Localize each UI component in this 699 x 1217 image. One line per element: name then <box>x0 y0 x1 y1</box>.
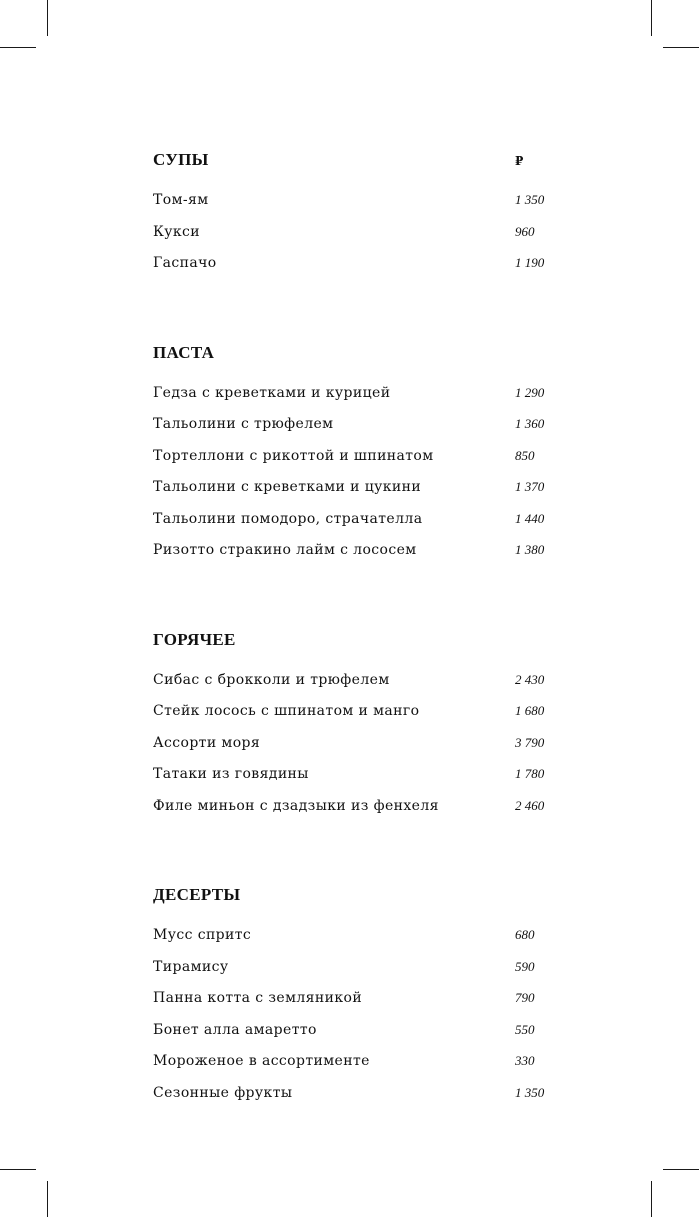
item-price: 330 <box>515 1053 535 1068</box>
item-name: Тальолини с креветками и цукини <box>153 479 422 495</box>
crop-mark-top-left-horizontal <box>0 47 36 48</box>
section-title: ПАСТА <box>153 342 215 362</box>
item-price: 1 780 <box>515 766 545 781</box>
menu-item <box>153 703 553 735</box>
item-name: Панна котта с земляникой <box>153 990 363 1006</box>
menu-item <box>153 959 553 991</box>
item-price: 680 <box>515 927 535 942</box>
section-title: ДЕСЕРТЫ <box>153 885 241 904</box>
item-name: Тирамису <box>153 958 229 975</box>
menu <box>153 150 553 1172</box>
menu-item <box>153 416 553 448</box>
menu-section-hot-dishes <box>153 630 553 830</box>
menu-item <box>153 255 553 287</box>
item-price: 1 440 <box>515 510 545 526</box>
crop-mark-bottom-left-vertical <box>47 1181 48 1217</box>
menu-item <box>153 1085 553 1117</box>
crop-mark-bottom-right-vertical <box>651 1181 652 1217</box>
item-price: 1 290 <box>515 384 545 400</box>
item-name: Ризотто стракино лайм с лососем <box>153 542 417 558</box>
menu-item <box>153 511 553 543</box>
menu-item <box>153 672 553 704</box>
item-price: 1 360 <box>515 416 545 431</box>
item-name: Том-ям <box>153 192 209 208</box>
item-price: 590 <box>515 958 535 974</box>
item-price: 1 350 <box>515 1084 545 1100</box>
item-name: Тальолини с трюфелем <box>153 416 334 432</box>
menu-item <box>153 542 553 574</box>
menu-section-soups <box>153 150 553 287</box>
menu-item <box>153 1022 553 1054</box>
item-price: 1 350 <box>515 192 545 207</box>
item-name: Ассорти моря <box>153 734 261 751</box>
crop-mark-bottom-right-horizontal <box>663 1169 699 1170</box>
menu-section-pasta <box>153 343 553 574</box>
item-name: Мороженое в ассортименте <box>153 1053 370 1069</box>
item-name: Филе миньон с дзадзыки из фенхеля <box>153 797 439 814</box>
crop-mark-top-right-horizontal <box>663 47 699 48</box>
section-header <box>153 630 553 658</box>
crop-mark-bottom-left-horizontal <box>0 1169 36 1170</box>
item-price: 2 460 <box>515 797 545 813</box>
section-header <box>153 885 553 913</box>
menu-item <box>153 224 553 256</box>
item-price: 2 430 <box>515 671 545 687</box>
item-name: Сезонные фрукты <box>153 1084 293 1101</box>
item-price: 960 <box>515 223 535 239</box>
item-price: 790 <box>515 990 535 1005</box>
currency-symbol: ₽ <box>515 154 524 168</box>
menu-item <box>153 448 553 480</box>
menu-item <box>153 927 553 959</box>
section-title: СУПЫ <box>153 150 209 169</box>
menu-item <box>153 479 553 511</box>
item-name: Тальолини помодоро, страчателла <box>153 510 423 527</box>
menu-item <box>153 192 553 224</box>
item-name: Бонет алла амаретто <box>153 1021 317 1038</box>
item-price: 850 <box>515 447 535 463</box>
menu-item <box>153 1053 553 1085</box>
item-price: 1 380 <box>515 542 545 557</box>
item-name: Татаки из говядины <box>153 766 309 782</box>
item-name: Гаспачо <box>153 255 217 271</box>
menu-item <box>153 990 553 1022</box>
menu-item <box>153 766 553 798</box>
item-price: 1 190 <box>515 255 545 270</box>
item-price: 3 790 <box>515 734 545 750</box>
menu-item <box>153 385 553 417</box>
section-header <box>153 343 553 371</box>
item-price: 1 680 <box>515 703 545 718</box>
item-name: Мусс спритс <box>153 927 252 943</box>
menu-item <box>153 735 553 767</box>
item-price: 550 <box>515 1021 535 1037</box>
item-name: Сибас с брокколи и трюфелем <box>153 671 390 688</box>
item-name: Стейк лосось с шпинатом и манго <box>153 703 420 719</box>
crop-mark-top-right-vertical <box>651 0 652 36</box>
crop-mark-top-left-vertical <box>47 0 48 36</box>
section-title: ГОРЯЧЕЕ <box>153 629 236 649</box>
menu-section-desserts <box>153 885 553 1116</box>
section-header <box>153 150 553 178</box>
menu-item <box>153 798 553 830</box>
item-name: Тортеллони с рикоттой и шпинатом <box>153 447 434 464</box>
item-name: Гедза с креветками и курицей <box>153 384 391 401</box>
item-price: 1 370 <box>515 479 545 494</box>
item-name: Кукси <box>153 223 200 240</box>
